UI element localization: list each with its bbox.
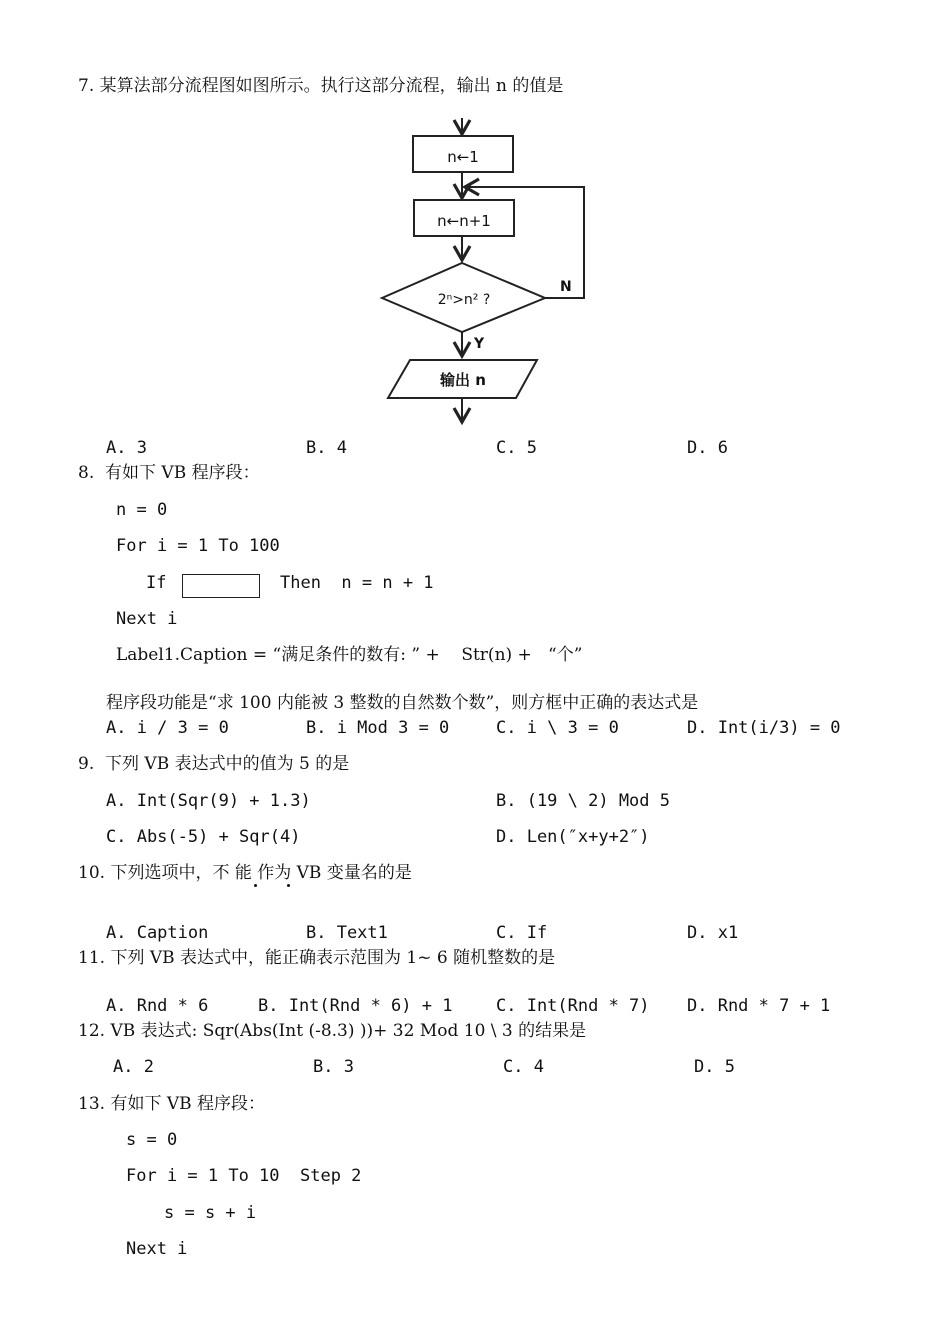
q10-question: 10. 下列选项中，不 能 作为 VB 变量名的是 [78, 863, 412, 883]
q11-option-c: C. Int(Rnd * 7) [496, 996, 650, 1016]
init-label: n←1 [447, 148, 479, 166]
q11-option-a: A. Rnd * 6 [106, 996, 209, 1016]
q10-option-d: D. x1 [687, 923, 739, 943]
emphasis-dot [287, 884, 290, 887]
condition-label: 2ⁿ>n² ? [437, 292, 491, 308]
q8-option-a: A. i / 3 = 0 [106, 718, 229, 738]
q7-option-d: D. 6 [687, 438, 728, 458]
q8-question: 8. 有如下 VB 程序段： [78, 463, 260, 483]
q12-option-b: B. 3 [313, 1057, 354, 1077]
q13-code-line-2: For i = 1 To 10 Step 2 [126, 1166, 362, 1186]
q9-option-a: A. Int(Sqr(9) + 1.3) [106, 791, 311, 811]
q9-question: 9. 下列 VB 表达式中的值为 5 的是 [78, 754, 350, 774]
q8-code-if: If [146, 573, 167, 593]
q11-option-b: B. Int(Rnd * 6) + 1 [258, 996, 453, 1016]
q11-question: 11. 下列 VB 表达式中，能正确表示范围为 1~ 6 随机整数的是 [78, 948, 556, 968]
answer-blank-box [182, 574, 260, 598]
q8-stem: 程序段功能是“求 100 内能被 3 整数的自然数个数”，则方框中正确的表达式是 [106, 693, 699, 713]
q9-option-d: D. Len(″x+y+2″) [496, 827, 650, 847]
q8-code-then: Then n = n + 1 [280, 573, 434, 593]
q7-option-b: B. 4 [306, 438, 347, 458]
q13-code-line-3: s = s + i [164, 1203, 257, 1223]
yes-label: Y [474, 336, 485, 352]
q12-option-a: A. 2 [113, 1057, 154, 1077]
q8-code-caption: Label1.Caption = “满足条件的数有: ” + Str(n) + “个” [116, 645, 583, 665]
q11-option-d: D. Rnd * 7 + 1 [687, 996, 831, 1016]
q10-option-a: A. Caption [106, 923, 209, 943]
q8-code-next: Next i [116, 609, 178, 629]
q8-code-line-1: n = 0 [116, 500, 168, 520]
q13-code-line-4: Next i [126, 1239, 188, 1259]
q8-option-b: B. i Mod 3 = 0 [306, 718, 450, 738]
q7-option-a: A. 3 [106, 438, 147, 458]
step-label: n←n+1 [437, 212, 491, 230]
q12-option-c: C. 4 [503, 1057, 544, 1077]
q8-code-line-2: For i = 1 To 100 [116, 536, 280, 556]
q10-option-b: B. Text1 [306, 923, 388, 943]
flowchart [370, 110, 600, 430]
output-label: 输出 n [440, 371, 486, 389]
q8-option-c: C. i \ 3 = 0 [496, 718, 619, 738]
q13-code-line-1: s = 0 [126, 1130, 178, 1150]
emphasis-dot [254, 884, 257, 887]
q13-question: 13. 有如下 VB 程序段： [78, 1094, 266, 1114]
q12-question: 12. VB 表达式: Sqr(Abs(Int (-8.3) ))+ 32 Mod 10 \ 3 的结果是 [78, 1021, 587, 1041]
no-label: N [560, 279, 572, 295]
q12-option-d: D. 5 [694, 1057, 735, 1077]
q8-option-d: D. Int(i/3) = 0 [687, 718, 841, 738]
q9-option-b: B. (19 \ 2) Mod 5 [496, 791, 670, 811]
q10-option-c: C. If [496, 923, 548, 943]
q7-option-c: C. 5 [496, 438, 537, 458]
q7-question: 7. 某算法部分流程图如图所示。执行这部分流程，输出 n 的值是 [78, 76, 564, 96]
q9-option-c: C. Abs(-5) + Sqr(4) [106, 827, 301, 847]
